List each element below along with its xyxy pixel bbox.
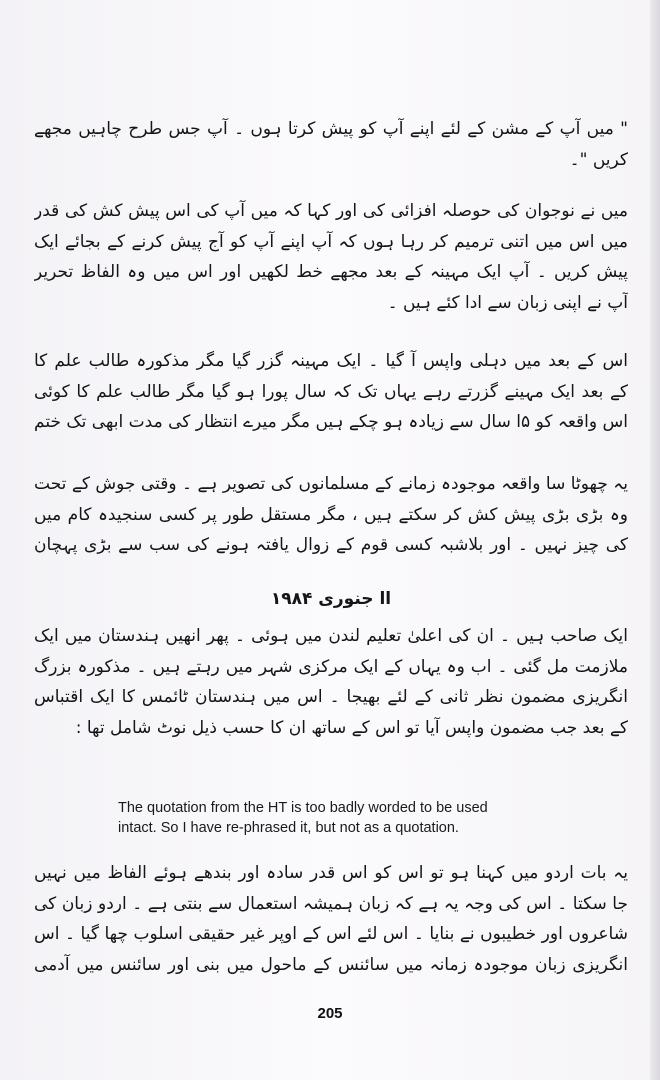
text-line: کے بعد ایک مہینے گزرتے رہے یہاں تک کہ سال پورا ہو گیا مگر طالب علم کا کوئی	[34, 381, 628, 402]
text-line: یہ بات اردو میں کہنا ہو تو اس کو اس قدر سادہ اور بندھے ہوئے الفاظ میں نہیں	[34, 863, 628, 883]
quote-paragraph	[34, 114, 628, 175]
text-line: آپ نے اپنی زبان سے ادا کئے ہیں ۔	[387, 292, 628, 313]
text-line: شاعروں اور خطیبوں نے بنایا ۔ اس لئے اس کے اوپر غیر حقیقی اسلوب چھا گیا ۔ اس	[34, 924, 628, 944]
paragraph-4	[34, 621, 628, 743]
page-spine-shadow	[650, 0, 660, 1080]
paragraph-2	[34, 346, 628, 438]
date-heading: اا جنوری ۱۹۸۴	[270, 589, 392, 609]
paragraph-5	[34, 858, 628, 980]
text-line: کے بعد جب مضمون واپس آیا تو اس کے ساتھ ان کا حسب ذیل نوٹ شامل تھا :	[75, 717, 628, 738]
text-line: کی چیز نہیں ۔ اور بلاشبہ کسی قوم کے زوال یافتہ ہونے کی سب سے بڑی پہچان	[34, 535, 628, 555]
text-line: جا سکتا ۔ اس کی وجہ یہ ہے کہ زبان ہمیشہ استعمال سے بنتی ہے ۔ اردو زبان کی	[34, 893, 628, 914]
text-line: انگریزی زبان موجودہ زمانہ میں سائنس کے ماحول میں بنی اور سائنس میں آدمی	[34, 954, 628, 975]
text-line: میں اس میں اتنی ترمیم کر رہا ہوں کہ آپ اپنے آپ کو آج پیش کرنے کے بجائے ایک	[34, 231, 628, 252]
english-note-line: The quotation from the HT is too badly worded to be used	[118, 800, 488, 816]
page-number: 205	[317, 1005, 343, 1022]
english-note	[118, 798, 568, 838]
text-line: ملازمت مل گئی ۔ اب وہ یہاں کے ایک مرکزی شہر میں رہتے ہیں ۔ مذکورہ بزرگ	[34, 656, 628, 677]
text-line: اس کے بعد میں دہلی واپس آ گیا ۔ ایک مہینہ گزر گیا مگر مذکورہ طالب علم کا	[34, 351, 628, 371]
text-line: ایک صاحب ہیں ۔ ان کی اعلیٰ تعلیم لندن میں ہوئی ۔ پھر انھیں ہندستان میں ایک	[34, 626, 628, 646]
english-note-line: intact. So I have re-phrased it, but not as a quotation.	[118, 820, 459, 836]
text-line: کریں "۔	[569, 149, 628, 170]
text-line: میں نے نوجوان کی حوصلہ افزائی کی اور کہا کہ میں آپ کی اس پیش کش کی قدر	[34, 201, 628, 221]
text-line: پیش کریں ۔ آپ ایک مہینہ کے بعد مجھے خط لکھیں اور اس میں وہ الفاظ تحریر	[34, 262, 628, 282]
text-line: " میں آپ کے مشن کے لئے اپنے آپ کو پیش کرتا ہوں ۔ آپ جس طرح چاہیں مجھے	[34, 119, 628, 139]
text-line: وہ بڑی بڑی پیش کش کر سکتے ہیں ، مگر مستقل طور پر کسی سنجیدہ کام میں	[34, 504, 628, 525]
paragraph-3	[34, 469, 628, 561]
text-line: انگریزی مضمون نظر ثانی کے لئے بھیجا ۔ اس میں ہندستان ٹائمس کا ایک اقتباس	[34, 687, 628, 707]
text-line: یہ چھوٹا سا واقعہ موجودہ زمانے کے مسلمانوں کی تصویر ہے ۔ وقتی جوش کے تحت	[34, 474, 628, 494]
paragraph-1	[34, 196, 628, 318]
text-line: اس واقعہ کو ۵ا سال سے زیادہ ہو چکے ہیں مگر میرے انتظار کی مدت ابھی تک ختم	[34, 412, 628, 432]
